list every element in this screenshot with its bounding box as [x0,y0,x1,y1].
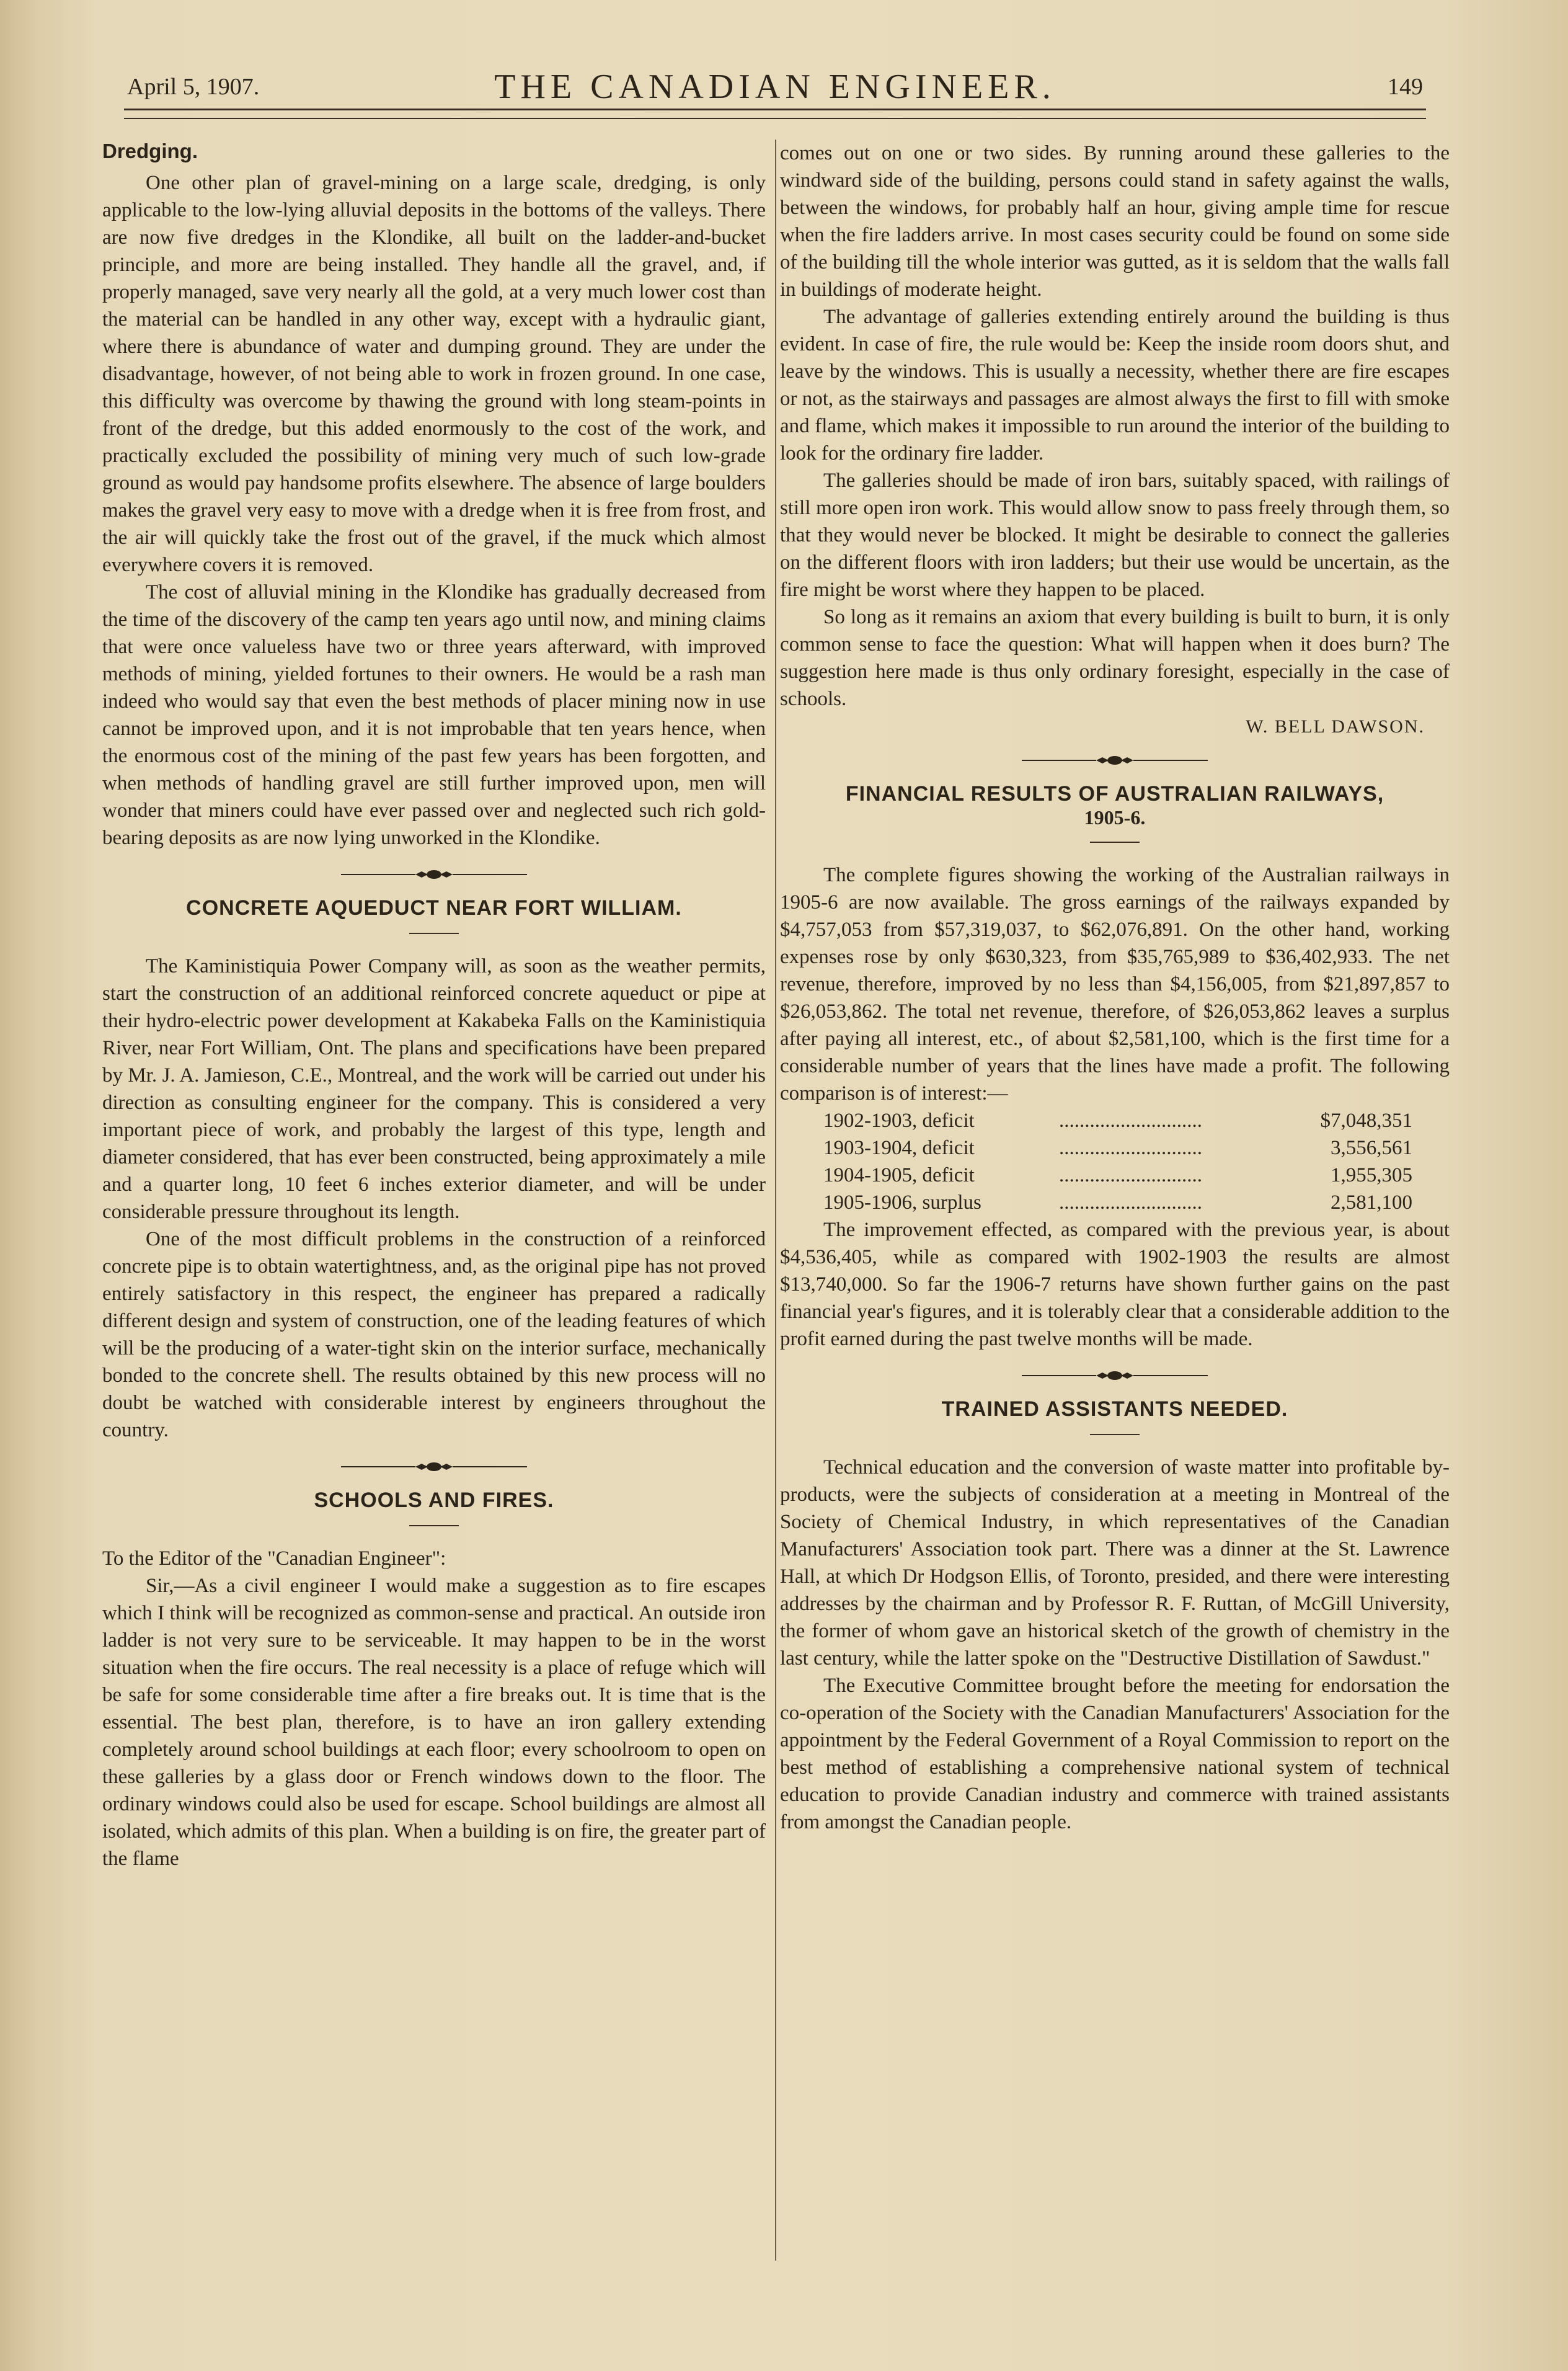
railways-paragraph-1: The complete figures showing the working of the Australian railways in 1905-6 are now available. The gross earnings of the railways expanded by $4,757,053 from $57,319,037, to $62,076,891. On the other hand, working expenses rose by only $630,323, from $35,765,989 to $36,402,933. The net revenue, therefore, improved by no less than $4,156,005, from $21,897,857 to $26,053,862. The total net revenue, therefore, of $26,053,862 leaves a surplus after paying all interest, etc., of about $2,581,100, which is the first time for a considerable number of years that the lines have made a profit. The following comparison is of interest:— [780,864,1450,1105]
title-rule [1090,842,1140,843]
ornament-rule-icon [341,1461,527,1473]
railways-comparison-table [823,1107,1412,1216]
assistants-paragraph-1: Technical education and the conversion of waste matter into profitable by-products, were the subjects of consideration at a meeting in Montreal of the Society of Chemical Industry, in which representatives of the Canadian Manufacturers' Association took part. There was a dinner at the St. Lawrence Hall, at which Dr Hodgson Ellis, of Toronto, presided, and there were interesting addresses by the chairman and by Professor R. F. Ruttan, of McGill University, the former of whom gave an historical sketch of the growth of chemistry in the last century, while the latter spoke on the "Destructive Distillation of Sawdust." [780,1456,1450,1670]
journal-title: THE CANADIAN ENGINEER. [494,68,1056,106]
schools-paragraph-4: So long as it remains an axiom that every building is built to burn, it is only common sense to face the question: What will happen when it does burn? The suggestion here made is thus only ordinary foresight, especially in the case of schools. [780,606,1450,710]
schools-paragraph-3: The galleries should be made of iron bars, suitably spaced, with railings of still more open iron work. This would allow snow to pass freely through them, so that they would never be blocked. It might be desirable to connect the galleries on the different floors with iron ladders; but their use would be uncertain, as the fire might be worst where they happen to be placed. [780,469,1450,601]
schools-paragraph-2: The advantage of galleries extending entirely around the building is thus evident. In case of fire, the rule would be: Keep the inside room doors shut, and leave by the windows. This is usually a necessity, whether there are fire escapes or not, as the stairways and passages are almost always the first to fill with smoke and flame, which makes it impossible to run around the interior of the building to look for the ordinary fire ladder. [780,306,1450,465]
table-row [823,1162,1412,1189]
row-value: $7,048,351 [1320,1110,1412,1132]
schools-paragraph-1-continued: comes out on one or two sides. By running around these galleries to the windward side of the building, persons could stand in safety against the walls, between the windows, for probably half an hour, giving ample time for rescue when the fire ladders arrive. In most cases security could be found on some side of the building till the whole interior was gutted, as it is seldom that the walls fall in buildings of moderate height. [780,142,1450,301]
aqueduct-paragraph-1: The Kaministiquia Power Company will, as soon as the weather permits, start the construction of an additional reinforced concrete aqueduct or pipe at their hydro-electric power development at Kakabeka Falls on the Kaministiquia River, near Fort William, Ont. The plans and specifications have been prepared by Mr. J. A. Jamieson, C.E., Montreal, and the work will be carried out under his direction as consulting engineer for the company. This is considered a very important piece of work, and probably the largest of this type, length and diameter considered, that has ever been constructed, being approximately a mile and a quarter long, 10 feet 6 inches exterior diameter, and will be under considerable pressure throughout its length. [102,955,766,1223]
row-value: 2,581,100 [1331,1191,1412,1214]
section-ornament [102,1450,766,1481]
header-rule [124,109,1426,119]
assistants-paragraph-2: The Executive Committee brought before the meeting for endorsation the co-operation of the Society with the Canadian Manufacturers' Association for the appointment by the Federal Government of a Royal Commission to report on the best method of establishing a comprehensive national system of technical education to provide Canadian industry and commerce with trained assistants from amongst the Canadian people. [780,1675,1450,1833]
ornament-rule-icon [341,868,527,881]
row-leader: ............................ [1059,1110,1202,1132]
row-leader: ............................ [1059,1191,1202,1214]
column-divider [775,140,776,2261]
assistants-title: TRAINED ASSISTANTS NEEDED. [941,1397,1288,1421]
row-value: 3,556,561 [1331,1137,1412,1159]
section-ornament [780,744,1450,775]
dredging-paragraph-1: One other plan of gravel-mining on a large scale, dredging, is only applicable to the low-lying alluvial deposits in the bottoms of the valleys. There are now five dredges in the Klondike, all built on the ladder-and-bucket principle, and more are being installed. They handle all the gravel, and, if properly managed, save very nearly all the gold, at a very much lower cost than the material can be handled in any other way, except with a hydraulic giant, where there is abundance of water and dumping ground. They are under the disadvantage, however, of not being able to work in frozen ground. In one case, this difficulty was overcome by thawing the ground with long steam-points in front of the dredge, but this added enormously to the cost of the work, and practically excluded the possibility of mining very much of such low-grade ground as would pay handsome profits elsewhere. The absence of large boulders makes the gravel very easy to move with a dredge when it is free from frost, and the air will quickly take the frost out of the gravel, if the muck which almost everywhere covers it is removed. [102,172,766,576]
ornament-rule-icon [1022,754,1208,767]
railways-title: FINANCIAL RESULTS OF AUSTRALIAN RAILWAYS, [845,782,1384,806]
row-value: 1,955,305 [1331,1164,1412,1186]
title-rule [409,1525,459,1526]
title-rule [1090,1434,1140,1435]
title-rule [409,933,459,934]
issue-date: April 5, 1907. [127,74,260,100]
railways-subtitle: 1905-6. [1084,806,1146,829]
row-label: 1904-1905, deficit [823,1164,975,1186]
schools-paragraph-1: Sir,—As a civil engineer I would make a suggestion as to fire escapes which I think will be recognized as common-sense and practical. An outside iron ladder is not very sure to be serviceable. It may happen to be in the worst situation when the fire occurs. The real necessity is a place of refuge which will be safe for some considerable time after a fire breaks out. It is time that is the essential. The best plan, therefore, is to have an iron gallery extending completely around school buildings at each floor; every schoolroom to open on these galleries by a glass door or French windows down to the floor. The ordinary windows could also be used for escape. School buildings are almost all isolated, which admits of this plan. When a building is on fire, the greater part of the flame [102,1575,766,1870]
section-ornament [102,858,766,889]
dredging-paragraph-2: The cost of alluvial mining in the Klondike has gradually decreased from the time of the discovery of the camp ten years ago until now, and mining claims that were once valueless have two or three years afterward, with improved methods of mining, yielded fortunes to their owners. He would be a rash man indeed who would say that even the best methods of placer mining now in use cannot be improved upon, and it is not improbable that ten years hence, when the enormous cost of the mining of the past few years has been forgotten, and when methods of handling gravel are still further improved upon, men will wonder that miners could have ever passed over and neglected such rich gold-bearing deposits as are now lying unworked in the Klondike. [102,581,766,849]
table-row [823,1189,1412,1216]
railways-paragraph-2: The improvement effected, as compared with the previous year, is about $4,536,405, while as compared with 1902-1903 the results are almost $13,740,000. So far the 1906-7 returns have shown further gains on the past financial year's figures, and it is tolerably clear that a considerable addition to the profit earned during the past twelve months will be made. [780,1219,1450,1350]
table-row [823,1134,1412,1162]
row-label: 1905-1906, surplus [823,1191,981,1214]
row-label: 1902-1903, deficit [823,1110,975,1132]
aqueduct-paragraph-2: One of the most difficult problems in the construction of a reinforced concrete pipe is to obtain watertightness, and, as the original pipe has not proved entirely satisfactory in this respect, the engineer has prepared a radically different design and system of construction, one of the leading features of which will be the producing of a water-tight skin on the interior surface, mechanically bonded to the concrete shell. The results obtained by this new process will no doubt be watched with considerable interest by engineers throughout the country. [102,1228,766,1441]
row-label: 1903-1904, deficit [823,1137,975,1159]
row-leader: ............................ [1059,1137,1202,1159]
section-ornament [780,1359,1450,1390]
signature: W. BELL DAWSON. [1246,716,1425,737]
left-column [102,140,766,1872]
page-number: 149 [1388,74,1423,100]
schools-title: SCHOOLS AND FIRES. [314,1488,554,1512]
row-leader: ............................ [1059,1164,1202,1186]
dredging-heading: Dredging. [102,140,198,162]
aqueduct-title: CONCRETE AQUEDUCT NEAR FORT WILLIAM. [186,896,682,920]
ornament-rule-icon [1022,1369,1208,1382]
schools-salutation: To the Editor of the "Canadian Engineer": [102,1547,446,1570]
page-header [124,67,1426,110]
right-column [780,140,1450,1836]
table-row [823,1107,1412,1134]
